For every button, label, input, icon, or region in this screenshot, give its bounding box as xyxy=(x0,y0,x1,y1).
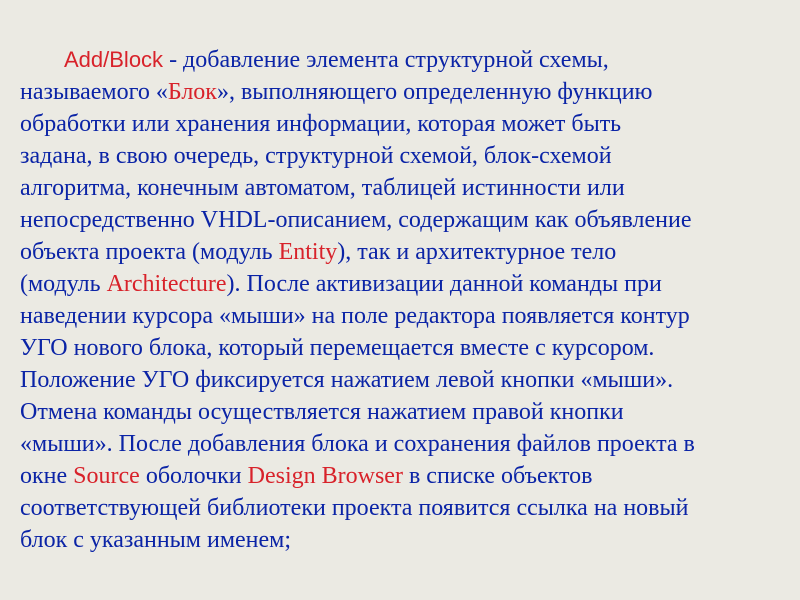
text-segment: соответствующей библиотеки проекта появится ссылка на новый xyxy=(20,495,689,521)
highlighted-term: Source xyxy=(73,463,140,489)
highlighted-term: Блок xyxy=(167,79,217,105)
paragraph-line xyxy=(20,44,780,76)
text-segment: наведении курсора «мыши» на поле редактора появляется контур xyxy=(20,303,690,329)
paragraph-line xyxy=(20,332,780,364)
text-segment: объекта проекта (модуль xyxy=(20,239,279,265)
text-segment: ), так и архитектурное тело xyxy=(337,239,617,265)
command-name: Add/Block xyxy=(64,47,164,72)
text-segment: задана, в свою очередь, структурной схемой, блок-схемой xyxy=(20,143,612,169)
highlighted-term: Design Browser xyxy=(247,463,403,489)
text-segment: УГО нового блока, который перемещается вместе с курсором. xyxy=(20,335,655,361)
text-segment: ). После активизации данной команды при xyxy=(226,271,662,297)
text-segment: - добавление элемента структурной схемы, xyxy=(163,47,609,73)
paragraph-line xyxy=(20,364,780,396)
text-segment: Отмена команды осуществляется нажатием правой кнопки xyxy=(20,399,624,425)
paragraph-line xyxy=(20,172,780,204)
text-segment: алгоритма, конечным автоматом, таблицей истинности или xyxy=(20,175,625,201)
text-segment: «мыши». После добавления блока и сохранения файлов проекта в xyxy=(20,431,695,457)
paragraph-line xyxy=(20,428,780,460)
highlighted-term: Architecture xyxy=(106,271,227,297)
paragraph-line xyxy=(20,108,780,140)
paragraph-line xyxy=(20,492,780,524)
text-segment: непосредственно VHDL-описанием, содержащим как объявление xyxy=(20,207,692,233)
text-segment: Положение УГО фиксируется нажатием левой кнопки «мыши». xyxy=(20,367,674,393)
paragraph xyxy=(20,44,780,556)
paragraph-line xyxy=(20,140,780,172)
paragraph-line xyxy=(20,268,780,300)
paragraph-line xyxy=(20,236,780,268)
paragraph-line xyxy=(20,460,780,492)
paragraph-line xyxy=(20,204,780,236)
text-segment: оболочки xyxy=(139,463,248,489)
paragraph-line xyxy=(20,300,780,332)
text-segment: (модуль xyxy=(20,271,107,297)
paragraph-line xyxy=(20,76,780,108)
paragraph-line xyxy=(20,396,780,428)
highlighted-term: Entity xyxy=(278,239,338,265)
text-segment: в списке объектов xyxy=(402,463,593,489)
text-segment: блок с указанным именем; xyxy=(20,527,292,553)
text-segment: окне xyxy=(20,463,74,489)
text-segment: », выполняющего определенную функцию xyxy=(216,79,653,105)
text-segment: называемого « xyxy=(20,79,168,105)
text-segment: обработки или хранения информации, которая может быть xyxy=(20,111,622,137)
paragraph-line xyxy=(20,524,780,556)
